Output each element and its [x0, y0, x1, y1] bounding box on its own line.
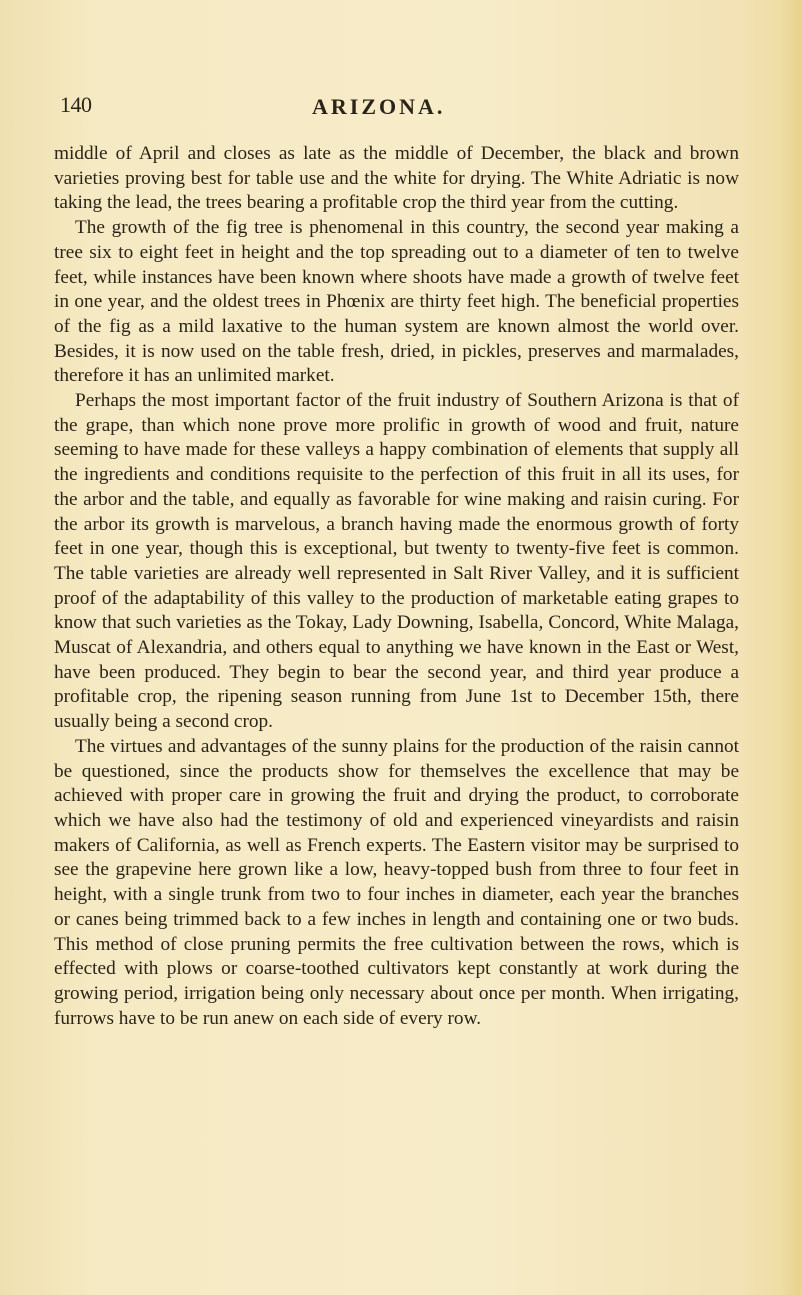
- page-edge-shading: [779, 0, 801, 1295]
- page-number: 140: [60, 92, 92, 117]
- running-title: ARIZONA.: [312, 94, 446, 119]
- page-header: [60, 92, 740, 132]
- paragraph-fig-growth: The growth of the fig tree is phenomenal in this country, the second year making a tree six to eight feet in height and the top spreading out to a diameter of ten to twelve feet, while instances have been known where shoots have made a growth of twelve feet in one year, and the oldest trees in Phœnix are thirty feet high. The beneficial properties of the fig as a mild laxative to the human system are known almost the world over. Besides, it is now used on the table fresh, dried, in pickles, preserves and marmalades, therefore it has an unlimited market.: [54, 217, 739, 387]
- body-text: [54, 142, 739, 1031]
- paragraph-fig-varieties-continued: middle of April and closes as late as the middle of December, the black and brown varieties proving best for table use and the white for drying. The White Adriatic is now taking the lead, the trees bearing a profitable crop the third year from the cutting.: [54, 143, 739, 214]
- paragraph-grape: Perhaps the most important factor of the fruit industry of Southern Arizona is that of the grape, than which none prove more prolific in growth of wood and fruit, nature seeming to have made for these valleys a happy combination of elements that supply all the ingredients and conditions requisite to the perfection of this fruit in all its uses, for the arbor and the table, and equally as favorable for wine making and raisin curing. For the arbor its growth is marvelous, a branch having made the enormous growth of forty feet in one year, though this is exceptional, but twenty to twenty-five feet is common. The table varieties are already well represented in Salt River Valley, and it is sufficient proof of the adaptability of this valley to the production of marketable eating grapes to know that such varieties as the Tokay, Lady Downing, Isabella, Concord, White Malaga, Muscat of Alexandria, and others equal to anything we have known in the East or West, have been produced. They begin to bear the second year, and third year produce a profitable crop, the ripening season running from June 1st to December 15th, there usually being a second crop.: [54, 390, 739, 733]
- paragraph-raisin: The virtues and advantages of the sunny plains for the production of the raisin cannot be questioned, since the products show for themselves the excellence that may be achieved with proper care in growing the fruit and drying the product, to corroborate which we have also had the testimony of old and experienced vineyardists and raisin makers of California, as well as French experts. The Eastern visitor may be surprised to see the grapevine here grown like a low, heavy-topped bush from three to four feet in height, with a single trunk from two to four inches in diameter, each year the branches or canes being trimmed back to a few inches in length and containing one or two buds. This method of close pruning permits the free cultivation between the rows, which is effected with plows or coarse-toothed cultivators kept constantly at work during the growing period, irrigation being only necessary about once per month. When irrigating, furrows have to be run anew on each side of every row.: [54, 735, 739, 1029]
